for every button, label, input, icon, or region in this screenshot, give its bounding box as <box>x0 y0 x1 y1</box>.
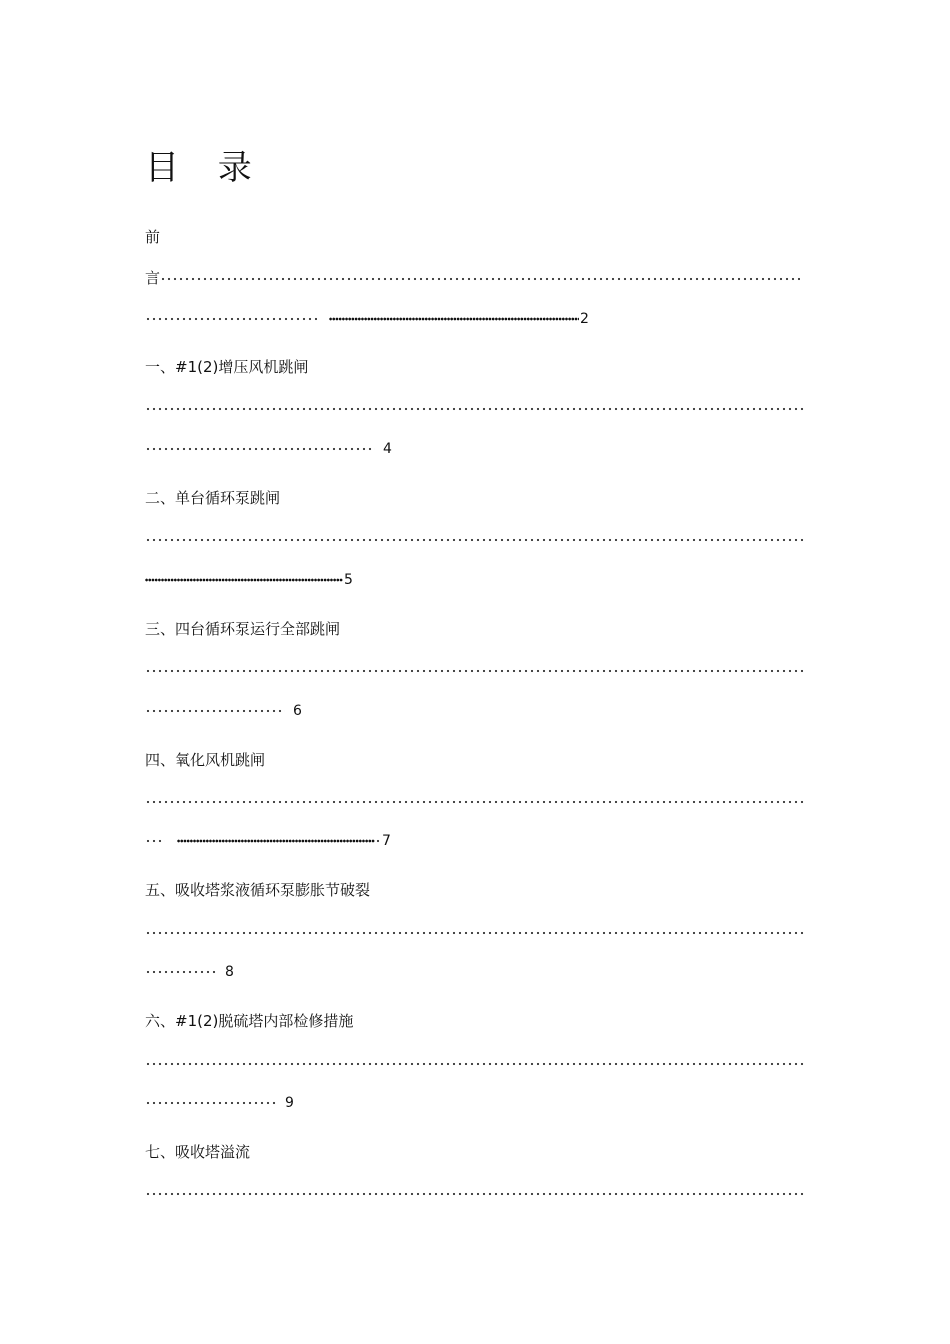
toc-page-number: 6 <box>293 702 302 719</box>
toc-entry-heading[interactable]: 二、单台循环泵跳闸 <box>145 489 281 507</box>
toc-entry-page-line[interactable] <box>145 962 234 980</box>
toc-entry-page-line[interactable] <box>145 831 391 849</box>
toc-leader-dots <box>145 538 805 542</box>
toc-leader-dots <box>145 970 217 974</box>
toc-leader-dots <box>145 447 375 451</box>
toc-page-number: 7 <box>382 832 391 849</box>
toc-entry-page-line[interactable] <box>145 570 353 588</box>
toc-leader-dots <box>145 839 165 843</box>
toc-foreword-char2-line[interactable] <box>145 267 800 288</box>
toc-entry-foreword-page-line[interactable] <box>145 309 589 327</box>
toc-page-number: 4 <box>383 440 392 457</box>
toc-page-number: 5 <box>344 571 353 588</box>
toc-entry-page-line[interactable] <box>145 1093 294 1111</box>
toc-leader-dots-bold <box>329 317 579 321</box>
page-title: 目 录 <box>145 148 266 188</box>
toc-leader-dots <box>160 277 800 281</box>
toc-page-number: 9 <box>285 1094 294 1111</box>
toc-leader-dots <box>145 317 317 321</box>
toc-entry-heading[interactable]: 五、吸收塔浆液循环泵膨胀节破裂 <box>145 881 371 899</box>
toc-entry-heading[interactable]: 四、氧化风机跳闸 <box>145 751 266 769</box>
toc-leader-dots <box>145 669 805 673</box>
toc-leader-dots-bold <box>145 578 343 582</box>
toc-entry-heading[interactable]: 六、#1(2)脱硫塔内部检修措施 <box>145 1012 354 1030</box>
toc-leader-dots <box>145 1192 805 1196</box>
toc-entry-heading[interactable]: 一、#1(2)增压风机跳闸 <box>145 358 309 376</box>
toc-page-number: 8 <box>225 963 234 980</box>
toc-page-number: 2 <box>580 310 589 327</box>
toc-leader-dots <box>145 1062 805 1066</box>
toc-leader-dots <box>145 800 805 804</box>
toc-entry-heading[interactable]: 三、四台循环泵运行全部跳闸 <box>145 620 341 638</box>
toc-leader-dots-bold <box>177 839 375 843</box>
toc-leader-dots <box>145 931 805 935</box>
toc-entry-heading[interactable]: 七、吸收塔溢流 <box>145 1143 251 1161</box>
toc-leader-dots <box>145 709 285 713</box>
toc-entry-page-line[interactable] <box>145 439 392 457</box>
toc-foreword-char1: 前 <box>145 228 161 246</box>
toc-leader-dots <box>145 407 805 411</box>
toc-leader-dots <box>375 839 381 843</box>
toc-leader-dots <box>145 1101 277 1105</box>
toc-entry-page-line[interactable] <box>145 701 302 719</box>
toc-foreword-char2: 言 <box>145 269 161 287</box>
